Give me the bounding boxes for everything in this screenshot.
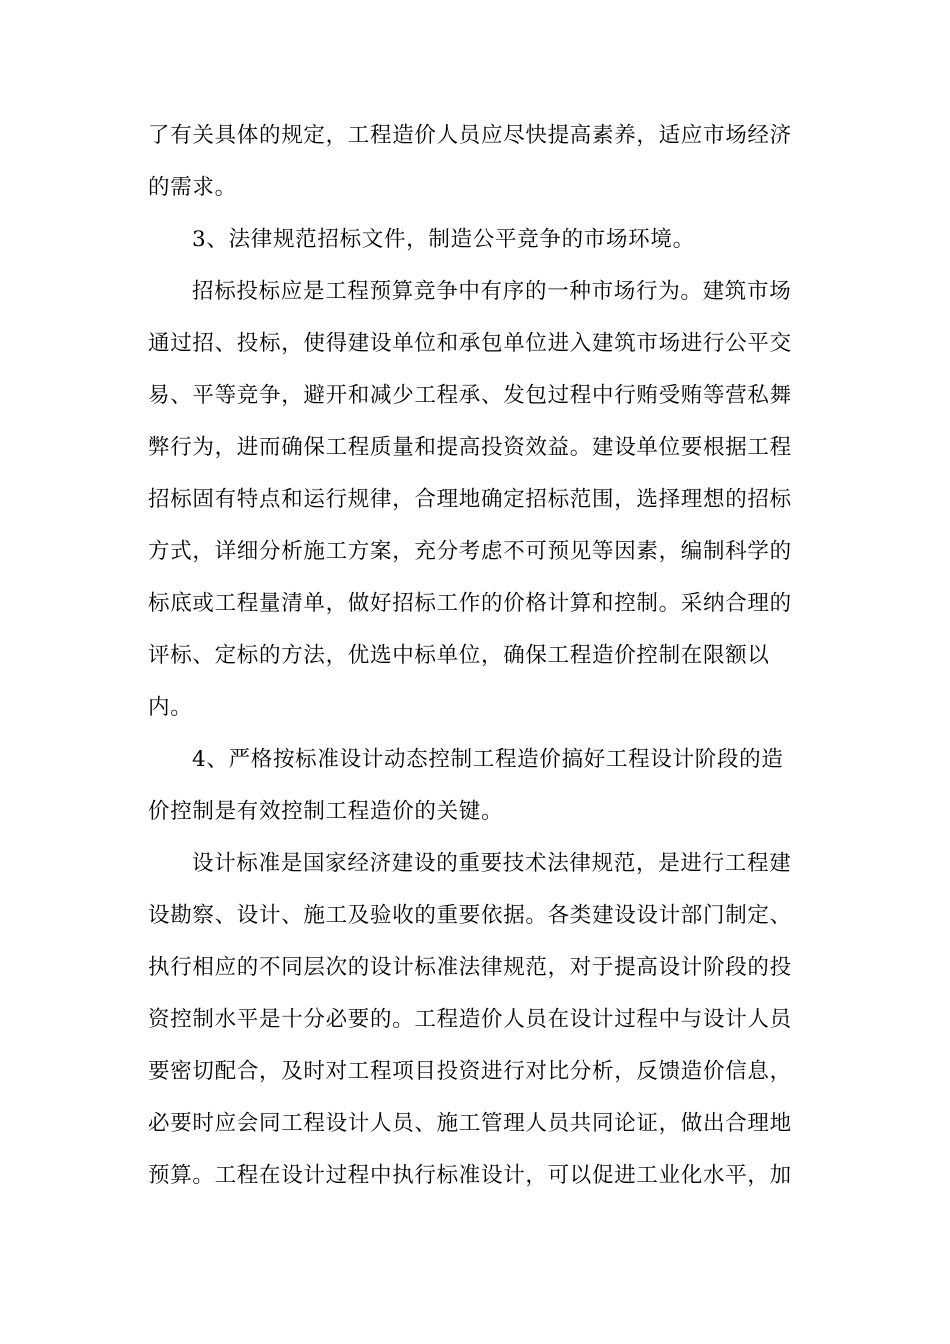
text-line: 的需求。	[148, 175, 237, 200]
text-line: 内。	[148, 695, 193, 720]
text-line: 标底或工程量清单，做好招标工作的价格计算和控制。采纳合理的	[148, 591, 792, 616]
text-line: 设勘察、设计、施工及验收的重要依据。各类建设设计部门制定、	[148, 903, 792, 928]
text-line: 方式，详细分析施工方案，充分考虑不可预见等因素，编制科学的	[148, 539, 792, 564]
text-line: 必要时应会同工程设计人员、施工管理人员共同论证，做出合理地	[148, 1111, 792, 1136]
text-line: 设计标准是国家经济建设的重要技术法律规范，是进行工程建	[192, 851, 792, 876]
text-line: 评标、定标的方法，优选中标单位，确保工程造价控制在限额以	[148, 643, 770, 668]
text-line: 执行相应的不同层次的设计标准法律规范，对于提高设计阶段的投	[148, 955, 792, 980]
text-line: 招标投标应是工程预算竞争中有序的一种市场行为。建筑市场	[192, 279, 792, 304]
text-line: 易、平等竞争，避开和减少工程承、发包过程中行贿受贿等营私舞	[148, 383, 792, 408]
text-line: 预算。工程在设计过程中执行标准设计，可以促进工业化水平，加	[148, 1163, 792, 1188]
section-heading: 3、法律规范招标文件，制造公平竞争的市场环境。	[192, 227, 695, 252]
text-line: 招标固有特点和运行规律，合理地确定招标范围，选择理想的招标	[148, 487, 792, 512]
text-line: 弊行为，进而确保工程质量和提高投资效益。建设单位要根据工程	[148, 435, 792, 460]
section-heading: 4、严格按标准设计动态控制工程造价搞好工程设计阶段的造	[192, 747, 784, 772]
text-line: 通过招、投标，使得建设单位和承包单位进入建筑市场进行公平交	[148, 331, 792, 356]
text-line: 了有关具体的规定，工程造价人员应尽快提高素养，适应市场经济	[148, 123, 792, 148]
text-line: 资控制水平是十分必要的。工程造价人员在设计过程中与设计人员	[148, 1007, 792, 1032]
section-heading-continued: 价控制是有效控制工程造价的关键。	[148, 799, 504, 824]
text-line: 要密切配合，及时对工程项目投资进行对比分析，反馈造价信息，	[148, 1059, 792, 1084]
